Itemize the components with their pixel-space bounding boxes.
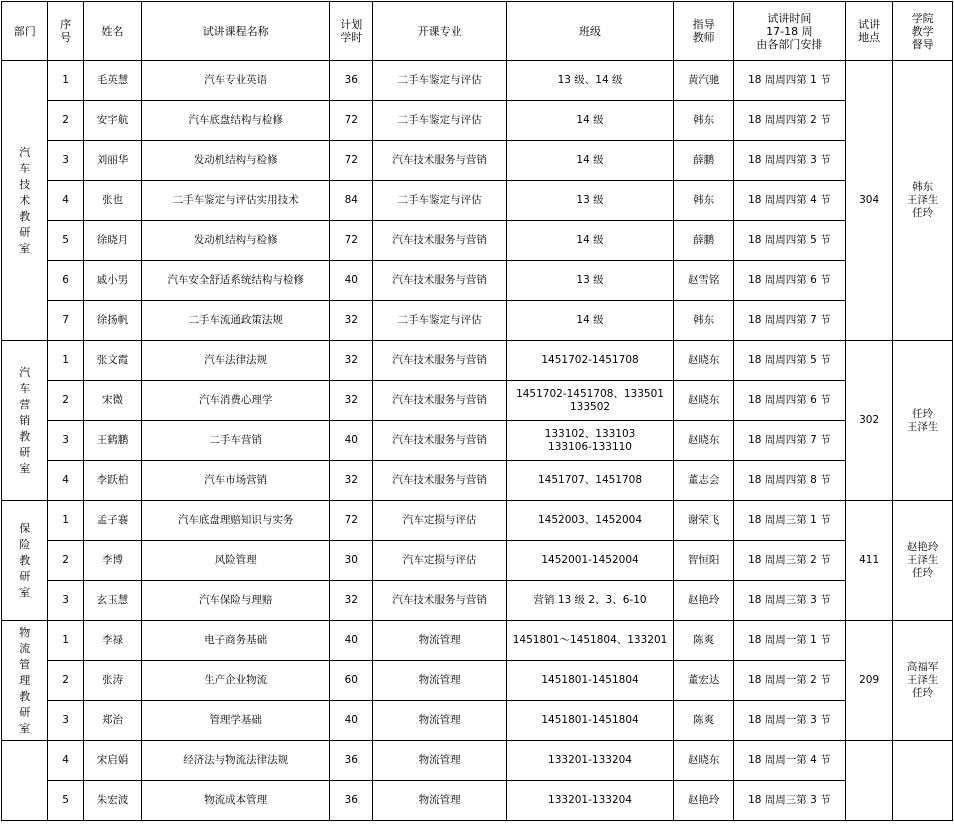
major-cell: 物流管理 [373, 701, 506, 741]
venue-cell [845, 741, 892, 821]
class-cell: 1451801-1451804 [506, 701, 674, 741]
dept-cell [2, 741, 48, 821]
hours-cell: 36 [330, 781, 373, 821]
table-row [2, 301, 953, 341]
advisor-cell: 薛鹏 [674, 141, 734, 181]
table-row [2, 661, 953, 701]
major-cell: 物流管理 [373, 661, 506, 701]
seq-cell: 6 [48, 261, 83, 301]
header-name: 姓名 [83, 2, 142, 61]
dept-label: 汽车营销教研室 [19, 365, 31, 475]
course-cell: 二手车流通政策法规 [142, 301, 330, 341]
venue-cell: 302 [845, 341, 892, 501]
class-cell: 14 级 [506, 101, 674, 141]
dept-cell [2, 61, 48, 341]
advisor-cell: 谢荣飞 [674, 501, 734, 541]
table-row [2, 61, 953, 101]
course-cell: 汽车安全舒适系统结构与检修 [142, 261, 330, 301]
time-cell: 18 周周一第 3 节 [733, 701, 845, 741]
course-cell: 汽车底盘结构与检修 [142, 101, 330, 141]
seq-cell: 3 [48, 141, 83, 181]
seq-cell: 2 [48, 661, 83, 701]
header-row [2, 2, 953, 61]
header-advisor: 指导 教师 [674, 2, 734, 61]
major-cell: 汽车技术服务与营销 [373, 581, 506, 621]
supervisor-cell: 高福军 王泽生 任玲 [893, 621, 953, 741]
major-cell: 汽车技术服务与营销 [373, 261, 506, 301]
class-cell: 1451801-1451804 [506, 661, 674, 701]
name-cell: 郑治 [83, 701, 142, 741]
table-row [2, 221, 953, 261]
hours-cell: 72 [330, 221, 373, 261]
course-cell: 电子商务基础 [142, 621, 330, 661]
seq-cell: 1 [48, 341, 83, 381]
seq-cell: 1 [48, 621, 83, 661]
course-cell: 发动机结构与检修 [142, 221, 330, 261]
class-cell: 1451702-1451708 [506, 341, 674, 381]
seq-cell: 3 [48, 701, 83, 741]
dept-cell [2, 341, 48, 501]
advisor-cell: 陈爽 [674, 621, 734, 661]
advisor-cell: 智恒阳 [674, 541, 734, 581]
class-cell: 1452003、1452004 [506, 501, 674, 541]
course-cell: 汽车专业英语 [142, 61, 330, 101]
course-cell: 汽车法律法规 [142, 341, 330, 381]
class-cell: 14 级 [506, 301, 674, 341]
venue-cell: 209 [845, 621, 892, 741]
supervisor-cell [893, 741, 953, 821]
name-cell: 李禄 [83, 621, 142, 661]
seq-cell: 3 [48, 421, 83, 461]
hours-cell: 32 [330, 461, 373, 501]
header-course: 试讲课程名称 [142, 2, 330, 61]
time-cell: 18 周周四第 5 节 [733, 221, 845, 261]
major-cell: 汽车技术服务与营销 [373, 221, 506, 261]
name-cell: 张涛 [83, 661, 142, 701]
major-cell: 物流管理 [373, 741, 506, 781]
table-row [2, 141, 953, 181]
time-cell: 18 周周四第 4 节 [733, 181, 845, 221]
class-cell: 13 级 [506, 261, 674, 301]
hours-cell: 36 [330, 61, 373, 101]
hours-cell: 84 [330, 181, 373, 221]
major-cell: 二手车鉴定与评估 [373, 181, 506, 221]
lecture-schedule-table [1, 1, 953, 821]
name-cell: 毛英慧 [83, 61, 142, 101]
course-cell: 管理学基础 [142, 701, 330, 741]
seq-cell: 2 [48, 101, 83, 141]
table-row [2, 581, 953, 621]
time-cell: 18 周周三第 1 节 [733, 501, 845, 541]
hours-cell: 36 [330, 741, 373, 781]
time-cell: 18 周周四第 2 节 [733, 101, 845, 141]
advisor-cell: 赵晓东 [674, 341, 734, 381]
table-row [2, 741, 953, 781]
course-cell: 二手车营销 [142, 421, 330, 461]
major-cell: 二手车鉴定与评估 [373, 101, 506, 141]
seq-cell: 7 [48, 301, 83, 341]
header-venue: 试讲 地点 [845, 2, 892, 61]
course-cell: 汽车底盘理赔知识与实务 [142, 501, 330, 541]
seq-cell: 5 [48, 781, 83, 821]
advisor-cell: 董宏达 [674, 661, 734, 701]
name-cell: 孟子褰 [83, 501, 142, 541]
class-cell: 133201-133204 [506, 781, 674, 821]
advisor-cell: 薛鹏 [674, 221, 734, 261]
seq-cell: 5 [48, 221, 83, 261]
hours-cell: 32 [330, 341, 373, 381]
class-cell: 13 级、14 级 [506, 61, 674, 101]
course-cell: 二手车鉴定与评估实用技术 [142, 181, 330, 221]
name-cell: 玄玉慧 [83, 581, 142, 621]
table-row [2, 261, 953, 301]
course-cell: 汽车消费心理学 [142, 381, 330, 421]
table-row [2, 421, 953, 461]
class-cell: 13 级 [506, 181, 674, 221]
seq-cell: 2 [48, 541, 83, 581]
venue-cell: 304 [845, 61, 892, 341]
major-cell: 二手车鉴定与评估 [373, 61, 506, 101]
hours-cell: 32 [330, 581, 373, 621]
course-cell: 发动机结构与检修 [142, 141, 330, 181]
major-cell: 汽车技术服务与营销 [373, 381, 506, 421]
class-cell: 14 级 [506, 141, 674, 181]
supervisor-cell: 韩东 王泽生 任玲 [893, 61, 953, 341]
advisor-cell: 赵晓东 [674, 741, 734, 781]
name-cell: 宋启娟 [83, 741, 142, 781]
advisor-cell: 赵雪铭 [674, 261, 734, 301]
header-time: 试讲时间 17-18 周 由各部门安排 [733, 2, 845, 61]
table-row [2, 541, 953, 581]
table-row [2, 461, 953, 501]
time-cell: 18 周周四第 5 节 [733, 341, 845, 381]
advisor-cell: 赵艳玲 [674, 781, 734, 821]
seq-cell: 2 [48, 381, 83, 421]
hours-cell: 32 [330, 301, 373, 341]
dept-label: 保险教研室 [19, 521, 31, 599]
name-cell: 刘丽华 [83, 141, 142, 181]
name-cell: 李博 [83, 541, 142, 581]
course-cell: 生产企业物流 [142, 661, 330, 701]
seq-cell: 4 [48, 181, 83, 221]
hours-cell: 40 [330, 621, 373, 661]
hours-cell: 60 [330, 661, 373, 701]
name-cell: 张文霞 [83, 341, 142, 381]
class-cell: 133102、133103 133106-133110 [506, 421, 674, 461]
hours-cell: 72 [330, 141, 373, 181]
advisor-cell: 韩东 [674, 181, 734, 221]
time-cell: 18 周周四第 6 节 [733, 261, 845, 301]
venue-cell: 411 [845, 501, 892, 621]
major-cell: 二手车鉴定与评估 [373, 301, 506, 341]
seq-cell: 3 [48, 581, 83, 621]
time-cell: 18 周周一第 2 节 [733, 661, 845, 701]
major-cell: 汽车技术服务与营销 [373, 141, 506, 181]
time-cell: 18 周周三第 3 节 [733, 781, 845, 821]
class-cell: 1451801～1451804、133201 [506, 621, 674, 661]
time-cell: 18 周周四第 6 节 [733, 381, 845, 421]
course-cell: 汽车保险与理赔 [142, 581, 330, 621]
advisor-cell: 韩东 [674, 301, 734, 341]
class-cell: 1451707、1451708 [506, 461, 674, 501]
hours-cell: 72 [330, 101, 373, 141]
major-cell: 物流管理 [373, 621, 506, 661]
time-cell: 18 周周四第 1 节 [733, 61, 845, 101]
dept-cell [2, 501, 48, 621]
table-row [2, 101, 953, 141]
table-row [2, 181, 953, 221]
advisor-cell: 陈爽 [674, 701, 734, 741]
supervisor-cell: 赵艳玲 王泽生 任玲 [893, 501, 953, 621]
time-cell: 18 周周三第 3 节 [733, 581, 845, 621]
course-cell: 物流成本管理 [142, 781, 330, 821]
hours-cell: 72 [330, 501, 373, 541]
time-cell: 18 周周四第 7 节 [733, 301, 845, 341]
table-row [2, 341, 953, 381]
advisor-cell: 董志会 [674, 461, 734, 501]
supervisor-cell: 任玲 王泽生 [893, 341, 953, 501]
class-cell: 1451702-1451708、133501 133502 [506, 381, 674, 421]
table-row [2, 621, 953, 661]
advisor-cell: 赵晓东 [674, 421, 734, 461]
course-cell: 汽车市场营销 [142, 461, 330, 501]
header-dept: 部门 [2, 2, 48, 61]
major-cell: 汽车技术服务与营销 [373, 341, 506, 381]
advisor-cell: 赵艳玲 [674, 581, 734, 621]
hours-cell: 40 [330, 261, 373, 301]
dept-label: 物流管理教研室 [19, 625, 31, 735]
advisor-cell: 黄汽驰 [674, 61, 734, 101]
name-cell: 李跃柏 [83, 461, 142, 501]
time-cell: 18 周周四第 7 节 [733, 421, 845, 461]
class-cell: 14 级 [506, 221, 674, 261]
class-cell: 133201-133204 [506, 741, 674, 781]
table-row [2, 381, 953, 421]
major-cell: 汽车技术服务与营销 [373, 421, 506, 461]
hours-cell: 40 [330, 701, 373, 741]
major-cell: 物流管理 [373, 781, 506, 821]
course-cell: 经济法与物流法律法规 [142, 741, 330, 781]
time-cell: 18 周周一第 4 节 [733, 741, 845, 781]
time-cell: 18 周周四第 8 节 [733, 461, 845, 501]
course-cell: 风险管理 [142, 541, 330, 581]
name-cell: 朱宏波 [83, 781, 142, 821]
seq-cell: 4 [48, 741, 83, 781]
table-row [2, 501, 953, 541]
name-cell: 张也 [83, 181, 142, 221]
dept-cell [2, 621, 48, 741]
name-cell: 王鹤鹏 [83, 421, 142, 461]
major-cell: 汽车技术服务与营销 [373, 461, 506, 501]
hours-cell: 40 [330, 421, 373, 461]
class-cell: 营销 13 级 2、3、6-10 [506, 581, 674, 621]
header-supervisor: 学院 教学 督导 [893, 2, 953, 61]
name-cell: 徐晓月 [83, 221, 142, 261]
class-cell: 1452001-1452004 [506, 541, 674, 581]
header-major: 开课专业 [373, 2, 506, 61]
header-hours: 计划 学时 [330, 2, 373, 61]
time-cell: 18 周周一第 1 节 [733, 621, 845, 661]
table-body [2, 61, 953, 821]
hours-cell: 30 [330, 541, 373, 581]
major-cell: 汽车定损与评估 [373, 501, 506, 541]
header-class: 班级 [506, 2, 674, 61]
name-cell: 宋微 [83, 381, 142, 421]
time-cell: 18 周周四第 3 节 [733, 141, 845, 181]
advisor-cell: 韩东 [674, 101, 734, 141]
dept-label: 汽车技术教研室 [19, 145, 31, 255]
seq-cell: 1 [48, 501, 83, 541]
header-seq: 序 号 [48, 2, 83, 61]
advisor-cell: 赵晓东 [674, 381, 734, 421]
seq-cell: 1 [48, 61, 83, 101]
name-cell: 戚小男 [83, 261, 142, 301]
table-row [2, 781, 953, 821]
hours-cell: 32 [330, 381, 373, 421]
name-cell: 安宇航 [83, 101, 142, 141]
time-cell: 18 周周三第 2 节 [733, 541, 845, 581]
name-cell: 徐扬帆 [83, 301, 142, 341]
major-cell: 汽车定损与评估 [373, 541, 506, 581]
seq-cell: 4 [48, 461, 83, 501]
table-row [2, 701, 953, 741]
